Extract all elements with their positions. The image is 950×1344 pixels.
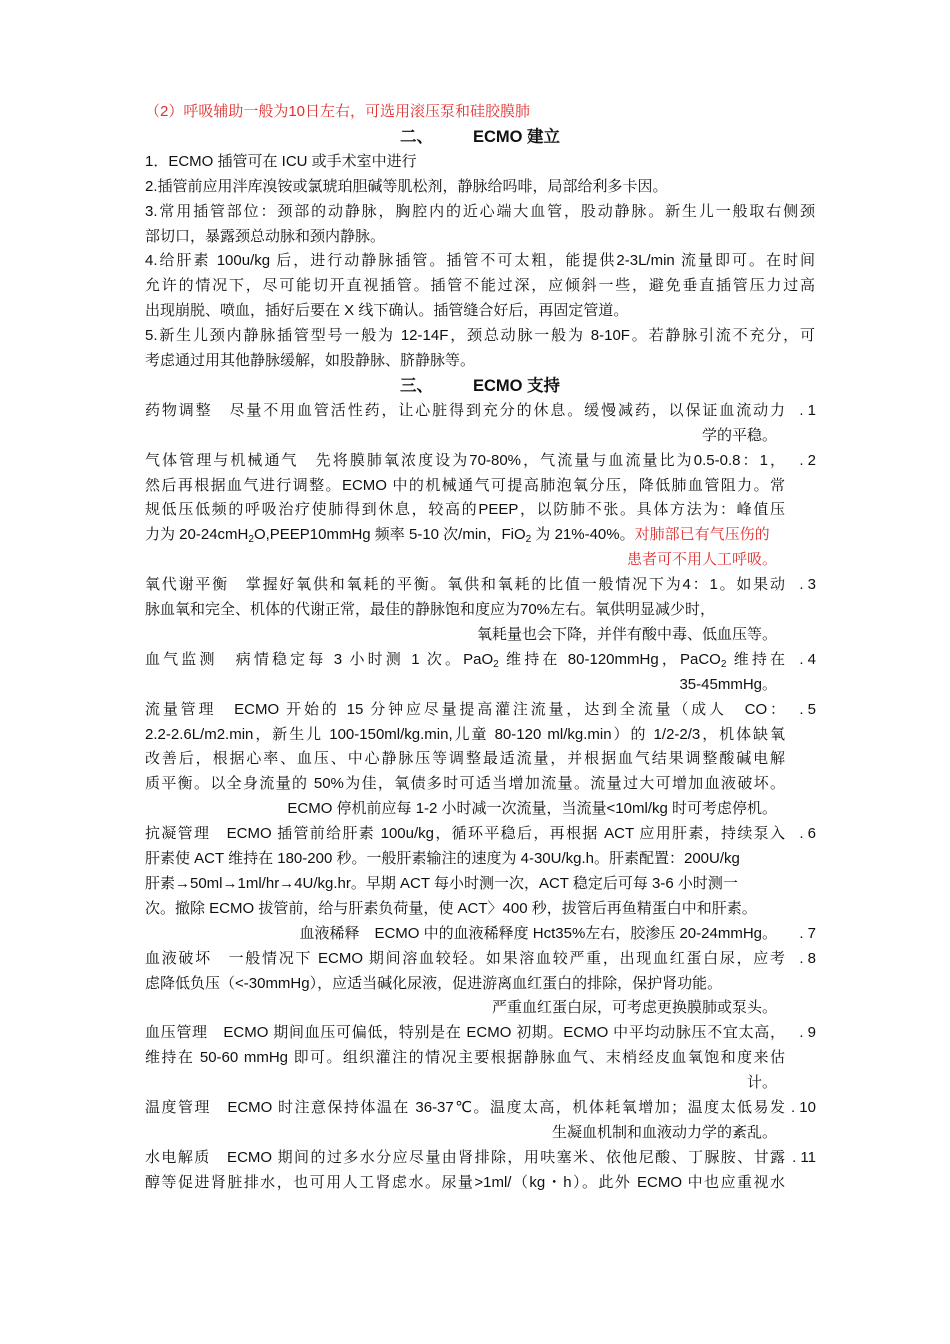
subscript: 2 — [720, 658, 727, 670]
text-segment: 1．ECMO 插管可在 ICU 或手术室中进行 — [145, 152, 417, 170]
item-number: . 3 — [799, 576, 816, 594]
text-segment: 2.插管前应用泮库溴铵或氯琥珀胆碱等肌松剂，静脉给吗啡，局部给利多卡因。 — [145, 177, 668, 195]
text-segment: 次。撤除 ECMO 拔管前，给与肝素负荷量，使 ACT〉400 秒，拔管后再鱼精蛋白中和肝素。 — [145, 899, 757, 917]
item-number: . 11 — [792, 1148, 816, 1166]
text-segment: 出现崩脱、喷血，插好后要在 X 线下确认。插管缝合好后，再固定管道。 — [145, 302, 629, 320]
text-line — [145, 151, 785, 173]
item-number: . 9 — [799, 1024, 816, 1042]
text-segment: 计。 — [746, 1074, 777, 1092]
text-line — [145, 649, 785, 671]
text-line — [145, 499, 785, 521]
text-segment: 35-45mmHg。 — [679, 675, 777, 693]
text-segment: 生凝血机制和血液动力学的紊乱。 — [551, 1123, 777, 1141]
item-number: . 10 — [790, 1099, 816, 1116]
text-line — [145, 325, 815, 347]
text-segment: 质平衡。以全身流量的 50%为佳，氧债多时可适当增加流量。流量过大可增加血液破坏。 — [145, 775, 785, 793]
text-line — [145, 400, 785, 422]
text-line — [145, 176, 785, 198]
item-number: . 6 — [799, 825, 816, 843]
text-line — [145, 923, 777, 945]
text-line — [145, 275, 815, 297]
text-line — [145, 748, 785, 770]
text-segment: 规低压低频的呼吸治疗使肺得到休息，较高的PEEP，以防肺不张。具体方法为：峰值压 — [145, 501, 785, 519]
text-line — [145, 997, 777, 1019]
text-segment: 改善后，根据心率、血压、中心静脉压等调整最适流量，并根据血气结果调整酸碱电解 — [145, 750, 785, 768]
text-segment: 维持在 — [726, 650, 785, 668]
text-segment: 脉血氧和完全、机体的代谢正常，最佳的静脉饱和度应为70%左右。氧供明显减少时， — [145, 601, 716, 618]
text-segment: 三、 — [399, 376, 433, 395]
text-segment: 肝素→50ml→1ml/hr→4U/kg.hr。早期 ACT 每小时测一次，ACT 稳定后可每 3-6 小时测一 — [145, 874, 738, 892]
text-line — [145, 1172, 785, 1194]
text-segment: ECMO 建立 — [472, 127, 561, 146]
text-segment: 为 21%-40%。 — [531, 526, 635, 544]
text-line — [145, 250, 815, 272]
text-segment: 肝素使 ACT 维持在 180-200 秒。一般肝素输注的速度为 4-30U/kg.h。肝素配置：200U/kg — [145, 850, 740, 867]
text-line — [145, 798, 777, 820]
item-number: . 2 — [799, 451, 816, 469]
subscript: 2 — [493, 658, 499, 670]
text-line — [145, 674, 777, 696]
text-line — [145, 898, 785, 920]
text-line — [145, 823, 785, 845]
text-segment: 二、 — [399, 127, 433, 146]
text-line — [145, 724, 785, 746]
item-number: . 4 — [799, 650, 816, 668]
text-segment: 维持在 80-120mmHg，PaCO — [498, 650, 721, 668]
text-segment: 3.常用插管部位：颈部的动静脉，胸腔内的近心端大血管，股动静脉。新生儿一般取右侧颈 — [145, 202, 815, 220]
text-segment: 然后再根据血气进行调整。ECMO 中的机械通气可提高肺泡氧分压，降低肺血管阻力。常 — [145, 476, 785, 494]
text-line — [145, 1122, 777, 1144]
text-segment: 抗凝管理 ECMO 插管前给肝素 100u/kg，循环平稳后，再根据 ACT 应用肝素，持续泵入 — [145, 825, 785, 843]
text-line — [145, 226, 785, 248]
text-segment: 力为 20-24cmH — [145, 526, 249, 544]
text-segment: 考虑通过用其他静脉缓解，如股静脉、脐静脉等。 — [145, 352, 476, 369]
text-segment: 氧耗量也会下降，并伴有酸中毒、低血压等。 — [476, 625, 777, 643]
text-line — [145, 475, 785, 497]
text-line — [145, 1147, 785, 1169]
section-heading — [145, 375, 815, 397]
text-line — [145, 524, 785, 546]
text-line — [145, 101, 785, 123]
text-line — [145, 1097, 785, 1119]
text-segment: 血液稀释 ECMO 中的血液稀释度 Hct35%左右，胶渗压 20-24mmHg。 — [299, 924, 777, 942]
subscript: 2 — [248, 534, 254, 546]
text-segment: 维持在 50-60 mmHg 即可。组织灌注的情况主要根据静脉血气、末梢经皮血氧饱和度来估 — [145, 1049, 785, 1067]
text-line — [145, 425, 777, 447]
text-line — [145, 873, 785, 895]
item-number: . 1 — [799, 401, 816, 419]
text-line — [145, 450, 785, 472]
text-segment: 血气监测 病情稳定每 3 小时测 1 次。PaO — [145, 650, 494, 668]
text-segment: 部切口，暴露颈总动脉和颈内静脉。 — [145, 227, 386, 245]
section-heading — [145, 126, 815, 148]
text-segment: 血压管理 ECMO 期间血压可偏低，特别是在 ECMO 初期。ECMO 中平均动脉压不宜太高， — [145, 1024, 785, 1042]
text-segment: ECMO 支持 — [472, 376, 561, 395]
text-line — [145, 350, 785, 372]
text-segment: 2.2-2.6L/m2.min，新生儿 100-150ml/kg.min,儿童 80-120 ml/kg.min）的 1/2-2/3，机体缺氧 — [145, 725, 785, 743]
subscript: 2 — [525, 534, 532, 546]
text-segment: 醇等促进肾脏排水，也可用人工肾虑水。尿量>1ml/（kg・h）。此外 ECMO 中也应重视水 — [145, 1173, 785, 1191]
highlighted-text: 患者可不用人工呼吸。 — [626, 551, 777, 569]
highlighted-text: （2）呼吸辅助一般为10日左右，可选用滚压泵和硅胶膜肺 — [145, 103, 531, 120]
highlighted-text: 对肺部已有气压伤的 — [634, 526, 770, 544]
text-line — [145, 574, 785, 596]
text-segment: 温度管理 ECMO 时注意保持体温在 36-37℃。温度太高，机体耗氧增加；温度太低易发 — [145, 1099, 785, 1116]
text-segment: 气体管理与机械通气 先将膜肺氧浓度设为70-80%，气流量与血流量比为0.5-0.8：1， — [145, 451, 785, 469]
text-line — [145, 848, 785, 870]
text-line — [145, 599, 785, 621]
text-segment: 水电解质 ECMO 期间的过多水分应尽量由肾排除，用呋塞米、依他尼酸、丁脲胺、甘露 — [145, 1148, 785, 1166]
text-segment: ECMO 停机前应每 1-2 小时减一次流量，当流量<10ml/kg 时可考虑停机。 — [287, 800, 777, 818]
text-segment: 虑降低负压（<-30mmHg），应适当碱化尿液，促进游离血红蛋白的排除，保护肾功能。 — [145, 974, 723, 992]
text-segment: 5.新生儿颈内静脉插管型号一般为 12-14F，颈总动脉一般为 8-10F。若静脉引流不充分，可 — [145, 327, 815, 345]
text-segment: 学的平稳。 — [701, 426, 777, 444]
text-line — [145, 1072, 777, 1094]
text-line — [145, 973, 785, 995]
text-segment: 药物调整 尽量不用血管活性药，让心脏得到充分的休息。缓慢减药，以保证血流动力 — [145, 401, 785, 419]
text-line — [145, 624, 777, 646]
text-line — [145, 201, 815, 223]
text-segment: 血液破坏 一般情况下 ECMO 期间溶血较轻。如果溶血较严重，出现血红蛋白尿，应考 — [145, 949, 785, 967]
text-segment: 流量管理 ECMO 开始的 15 分钟应尽量提高灌注流量，达到全流量（成人 CO： — [145, 700, 785, 718]
text-segment: O,PEEP10mmHg 频率 5-10 次/min，FiO — [253, 526, 526, 544]
text-line — [145, 549, 777, 571]
text-segment: 氧代谢平衡 掌握好氧供和氧耗的平衡。氧供和氧耗的比值一般情况下为4：1。如果动 — [145, 576, 785, 594]
item-number: . 8 — [799, 949, 816, 967]
item-number: . 5 — [799, 700, 816, 718]
text-line — [145, 699, 785, 721]
text-line — [145, 1047, 785, 1069]
text-segment: 允许的情况下，尽可能切开直视插管。插管不能过深，应倾斜一些，避免垂直插管压力过高 — [145, 277, 815, 295]
text-line — [145, 948, 785, 970]
text-line — [145, 773, 785, 795]
item-number: . 7 — [799, 924, 816, 942]
text-line — [145, 300, 785, 322]
text-line — [145, 1022, 785, 1044]
text-segment: 4.给肝素 100u/kg 后，进行动静脉插管。插管不可太粗，能提供2-3L/min 流量即可。在时间 — [145, 252, 815, 270]
text-segment: 严重血红蛋白尿，可考虑更换膜肺或泵头。 — [491, 999, 777, 1017]
